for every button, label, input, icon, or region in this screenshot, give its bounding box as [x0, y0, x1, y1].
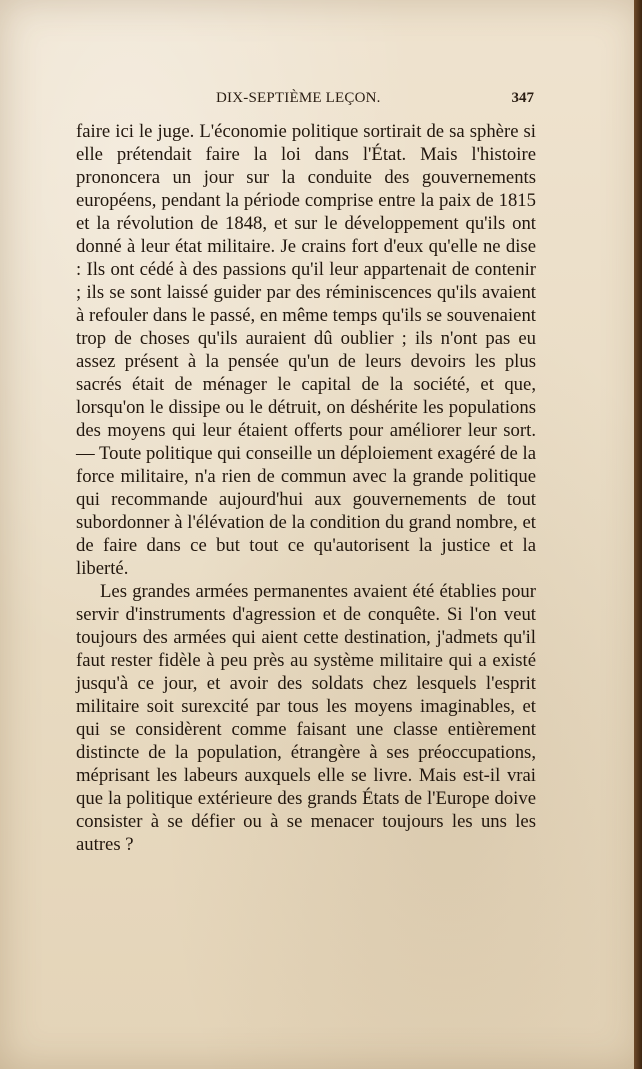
page-edge — [634, 0, 642, 1069]
running-title: DIX-SEPTIÈME LEÇON. — [216, 90, 381, 106]
paragraph-2: Les grandes armées permanentes avaient été établies pour servir d'instruments d'agression et de conquête. Si l'on veut toujours des armées qui aient cette destination, j'admets qu'il faut rester fidèle à peu près au système militaire qui a existé jusqu'à ce jour, et avoir des soldats chez lesquels l'esprit militaire soit surexcité par tous les moyens imaginables, et qui se considèrent comme faisant une classe entièrement distincte de la population, étrangère à ses préoccupations, méprisant les labeurs auxquels elle se livre. Mais est-il vrai que la politique extérieure des grands États de l'Europe doive consister à se défier ou à se menacer toujours les uns les autres ? — [76, 581, 536, 855]
page-header — [76, 90, 534, 112]
body-text — [76, 120, 536, 856]
page-number: 347 — [511, 90, 534, 106]
paragraph-1: faire ici le juge. L'économie politique sortirait de sa sphère si elle prétendait faire la loi dans l'État. Mais l'histoire prononcera un jour sur la conduite des gouvernements européens, pendant la période comprise entre la paix de 1815 et la révolution de 1848, et sur le développement qu'ils ont donné à leur état militaire. Je crains fort d'eux qu'elle ne dise : Ils ont cédé à des passions qu'il leur appartenait de contenir ; ils se sont laissé guider par des réminiscences qu'ils avaient à refouler dans le passé, en même temps qu'ils se souvenaient trop de choses qu'ils auraient dû oublier ; ils n'ont pas eu assez présent à la pensée qu'un de leurs devoirs les plus sacrés était de ménager le capital de la société, et que, lorsqu'on le dissipe ou le détruit, on déshérite les populations des moyens qui leur étaient offerts pour améliorer leur sort. — Toute politique qui conseille un déploiement exagéré de la force militaire, n'a rien de commun avec la grande politique qui recommande aujourd'hui aux gouvernements de tout subordonner à l'élévation de la condition du grand nombre, et de faire dans ce but tout ce qu'autorisent la justice et la liberté. — [76, 121, 536, 579]
